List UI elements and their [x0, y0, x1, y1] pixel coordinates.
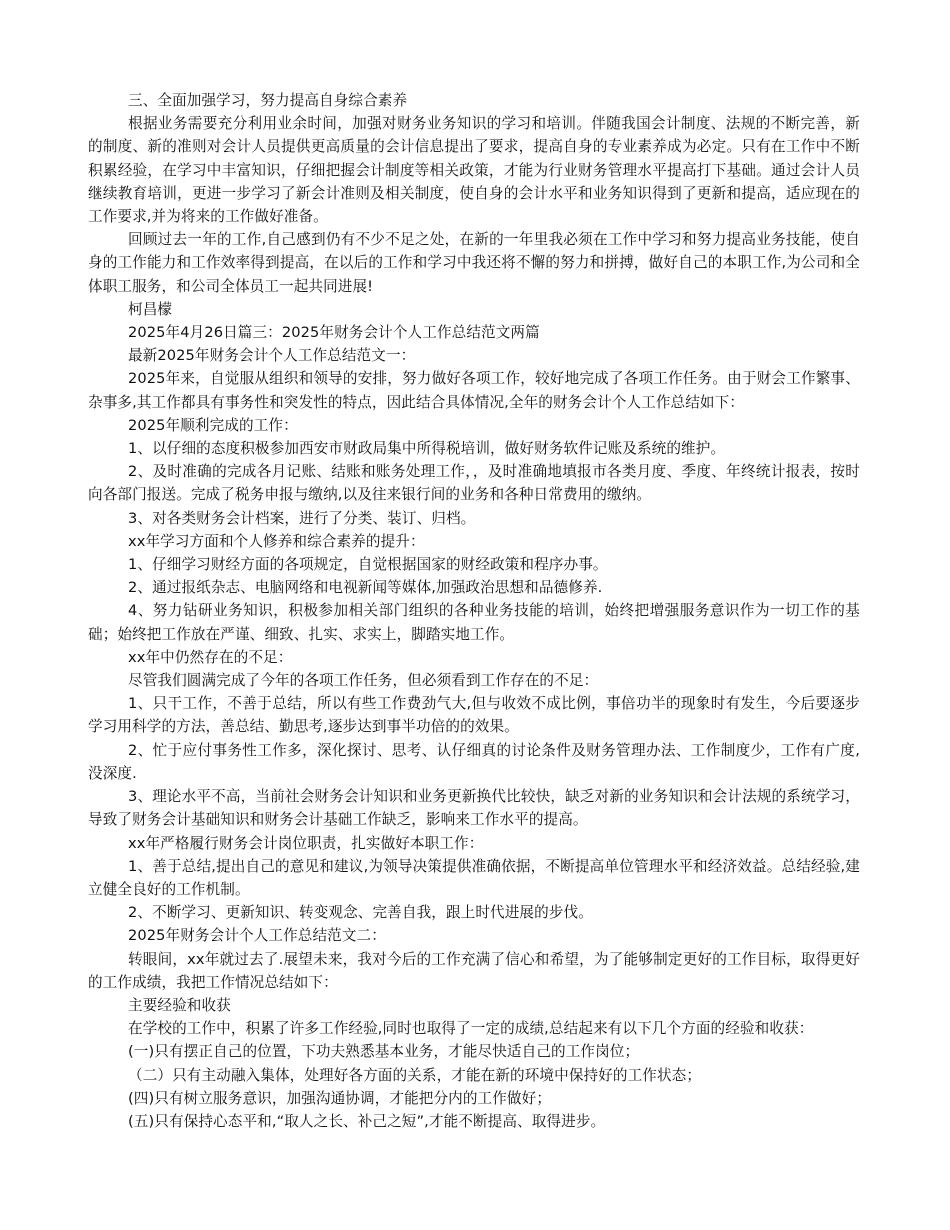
list-item: 3、理论水平不高，当前社会财务会计知识和业务更新换代比较快，缺乏对新的业务知识和会计法规的系统学习，导致了财务会计基础知识和财务会计基础工作缺乏，影响来工作水平的提高。	[88, 788, 860, 829]
body-paragraph: 根据业务需要充分利用业余时间，加强对财务业务知识的学习和培训。伴随我国会计制度、法规的不断完善，新的制度、新的准则对会计人员提供更高质量的会计信息提出了要求，提高自身的专业素养成为必定。只有在工作中不断积累经验，在学习中丰富知识，仔细把握会计制度等相关政策，才能为行业财务管理水平提高打下基础。通过会计人员继续教育培训，更进一步学习了新会计准则及相关制度，使自身的会计水平和业务知识得到了更新和提高，适应现在的工作要求,并为将来的工作做好准备。	[88, 115, 860, 226]
body-paragraph: 回顾过去一年的工作,自己感到仍有不少不足之处，在新的一年里我必须在工作中学习和努力提高业务技能，使自身的工作能力和工作效率得到提高，在以后的工作和学习中我还将不懈的努力和拼搏，做好自己的本职工作,为公司和全体职工服务，和公司全体员工一起共同进展!	[88, 231, 860, 295]
list-item: 2、及时准确的完成各月记账、结账和账务处理工作，，及时准确地填报市各类月度、季度、年终统计报表，按时向各部门报送。完成了税务申报与缴纳,以及往来银行间的业务和各种日常费用的缴纳。	[88, 463, 860, 504]
list-item: (四)只有树立服务意识，加强沟通协调，才能把分内的工作做好；	[128, 1089, 552, 1107]
body-paragraph: 尽管我们圆满完成了今年的各项工作任务，但必须看到工作存在的不足：	[128, 672, 599, 690]
list-item: 2、忙于应付事务性工作多，深化探讨、思考、认仔细真的讨论条件及财务管理办法、工作制度少，工作有广度,没深度.	[88, 741, 860, 782]
author-name: 柯昌檬	[128, 300, 173, 318]
list-item: 1、仔细学习财经方面的各项规定，自觉根据国家的财经政策和程序办事。	[128, 556, 608, 574]
subheading: 2025年顺利完成的工作：	[128, 416, 298, 434]
list-item: (一)只有摆正自己的位置，下功夫熟悉基本业务，才能尽快适自己的工作岗位；	[128, 1043, 640, 1061]
subheading: xx年中仍然存在的不足：	[128, 648, 293, 666]
list-item: (五)只有保持心态平和,“取人之长、补己之短”,才能不断提高、取得进步。	[128, 1112, 606, 1130]
subheading: 最新2025年财务会计个人工作总结范文一：	[128, 347, 416, 365]
subheading: 2025年财务会计个人工作总结范文二：	[128, 927, 386, 945]
subheading: xx年学习方面和个人修养和综合素养的提升：	[128, 532, 425, 550]
list-item: 3、对各类财务会计档案，进行了分类、装订、归档。	[128, 509, 476, 527]
body-paragraph: 2025年来，自觉服从组织和领导的安排，努力做好各项工作，较好地完成了各项工作任务。由于财会工作繁事、杂事多,其工作都具有事务性和突发性的特点，因此结合具体情况,全年的财务会计个人工作总结如下：	[88, 370, 860, 411]
section-heading: 三、全面加强学习，努力提高自身综合素养	[128, 92, 408, 109]
list-item: 1、以仔细的态度积极参加西安市财政局集中所得税培训，做好财务软件记账及系统的维护。	[128, 440, 726, 458]
subheading: xx年严格履行财务会计岗位职责，扎实做好本职工作：	[128, 834, 484, 852]
list-item: 1、只干工作，不善于总结，所以有些工作费劲气大,但与收效不成比例，事倍功半的现象时有发生，今后要逐步学习用科学的方法，善总结、勤思考,逐步达到事半功倍的的效果。	[88, 695, 860, 736]
document-body	[88, 89, 860, 1133]
subheading: 主要经验和收获	[128, 996, 231, 1014]
list-item: 2、不断学习、更新知识、转变观念、完善自我，跟上时代进展的步伐。	[128, 904, 593, 922]
list-item: 1、善于总结,提出自己的意见和建议,为领导决策提供准确依据，不断提高单位管理水平和经济效益。总结经验,建立健全良好的工作机制。	[88, 857, 860, 898]
list-item: 4、努力钻研业务知识，积极参加相关部门组织的各种业务技能的培训，始终把增强服务意识作为一切工作的基础；始终把工作放在严谨、细致、扎实、求实上，脚踏实地工作。	[88, 602, 860, 643]
date-line: 2025年4月26日篇三：2025年财务会计个人工作总结范文两篇	[128, 324, 540, 342]
list-item: 2、通过报纸杂志、电脑网络和电视新闻等媒体,加强政治思想和品德修养.	[128, 579, 603, 597]
list-item: （二）只有主动融入集体，处理好各方面的关系，才能在新的环境中保持好的工作状态；	[128, 1066, 702, 1084]
body-paragraph: 在学校的工作中，积累了许多工作经验,同时也取得了一定的成绩,总结起来有以下几个方面的经验和收获：	[128, 1020, 814, 1038]
body-paragraph: 转眼间，xx年就过去了.展望未来，我对今后的工作充满了信心和希望，为了能够制定更好的工作目标，取得更好的工作成绩，我把工作情况总结如下：	[88, 950, 860, 991]
